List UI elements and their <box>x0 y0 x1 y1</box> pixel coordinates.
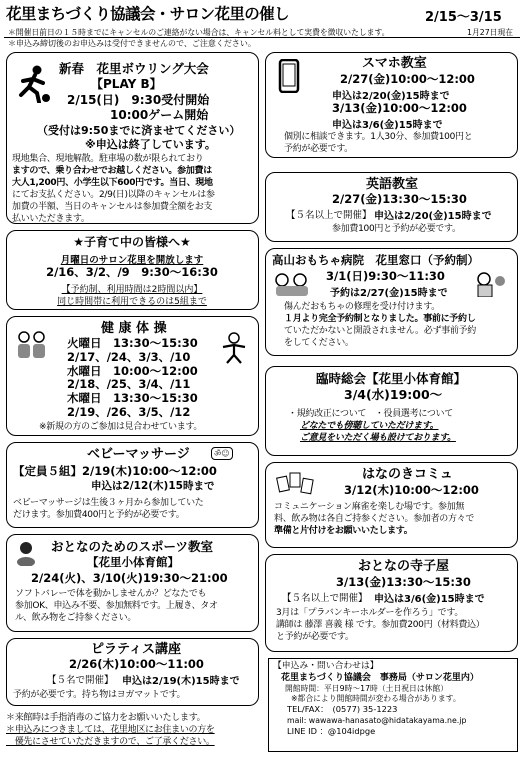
kids-title: ★子育て中の皆様へ★ <box>73 235 191 249</box>
hananoki-card <box>265 462 518 548</box>
hananoki-date: 3/12(木)10:00～12:00 <box>344 483 479 497</box>
contact-mail[interactable]: mail: wawawa-hanasato@hidatakayama.ne.jp <box>287 716 467 725</box>
contact-box <box>268 658 518 752</box>
contact-heading: 【申込み・問い合わせは】 <box>273 661 379 671</box>
pilates-card <box>6 638 259 706</box>
smartphone-title: スマホ教室 <box>362 56 427 71</box>
cancel-note: ＊開催日前日の１５時までにキャンセルのご連絡がない場合は、キャンセル料として実費を徴収いたします。 <box>8 28 390 37</box>
english-deadline: 申込は2/20(金)15時まで <box>374 211 492 222</box>
hand-icon: ॐ☺ <box>211 447 233 460</box>
bowling-title: 新春 花里ボウリング大会 <box>59 61 209 76</box>
smartphone-deadline-1: 申込は2/20(金)15時まで <box>332 91 450 102</box>
kids-note: 【予約制、利用時間は2時間以内】 <box>61 285 203 295</box>
meeting-description: ・規約改正について ・役員選考について どなたでも傍聴していただけます。 ご意見をいただく場も設けております。 <box>288 409 456 443</box>
baby-date: 【定員５組】2/19(木)10:00～12:00 <box>13 464 217 478</box>
english-date: 2/27(金)13:30～15:30 <box>332 192 467 206</box>
toy-title: 高山おもちゃ病院 花里窓口（予約制） <box>272 253 479 267</box>
meeting-title: 臨時総会【花里小体育館】 <box>316 371 467 386</box>
smartphone-date-1: 2/27(金)10:00～12:00 <box>340 72 475 86</box>
health-schedule: 火曜日 13:30～15:30 2/17、/24、3/3、/10 水曜日 10:00～12:00 2/18、/25、3/4、/11 木曜日 13:30～15:30 2/19、/26、3/5、/12 <box>67 336 198 419</box>
smartphone-description: 個別に相談できます。1人30分、参加費100円と 予約が必要です。 <box>284 132 473 154</box>
mahjong-icon <box>276 469 314 499</box>
smartphone-icon <box>278 59 300 93</box>
contact-org: 花里まちづくり協議会 事務局（サロン花里内） <box>281 673 479 683</box>
temple-deadline: 申込は3/6(金)15時まで <box>374 594 485 605</box>
sports-card <box>6 534 259 632</box>
kids-limit: 同じ時間帯に利用できるのは5組まで <box>57 297 207 307</box>
temple-title: おとなの寺子屋 <box>358 559 450 574</box>
baby-title: ベビーマッサージ <box>87 447 190 462</box>
toy-icon <box>272 271 312 297</box>
contact-line: LINE ID ：@104idpge <box>287 726 376 736</box>
sports-venue: 【花里小体育館】 <box>87 555 179 569</box>
smartphone-card <box>265 52 518 158</box>
bowling-reception: （受付は9:50までに済ませてください） <box>37 124 241 137</box>
smartphone-deadline-2: 申込は3/6(金)15時まで <box>332 120 443 131</box>
bowling-description: 現地集合、現地解散。駐車場の数が限られており ますので、乗り合わせでお越しください。参加費は 大人1,200円、小学生以下600円です。当日、現地 にてお支払ください。2/9(日)以降のキャンセルは参 加費の半額、当日のキャンセルは参加費全額をお支 払いいただきます。 <box>12 154 215 224</box>
exercise-icon <box>217 331 251 365</box>
page-title: 花里まちづくり協議会・サロン花里の催し <box>6 5 289 23</box>
bowling-venue: 【PLAY B】 <box>91 77 162 91</box>
meeting-card <box>265 366 518 456</box>
bowling-start: 10:00ゲーム開始 <box>110 108 209 122</box>
doctor-icon <box>472 271 512 297</box>
bowling-card <box>6 52 259 224</box>
kids-card <box>6 230 259 310</box>
pilates-description: 予約が必要です。持ち物はヨガマットです。 <box>13 690 186 700</box>
period: 2/15～3/15 <box>425 10 502 25</box>
meeting-date: 3/4(水)19:00～ <box>344 387 443 402</box>
english-description: 参加費100円と予約が必要です。 <box>332 224 461 234</box>
temple-capacity: 【５名以上で開催】 <box>282 593 368 604</box>
sports-date: 2/24(火)、3/10(火)19:30～21:00 <box>31 571 228 585</box>
temple-date: 3/13(金)13:30～15:30 <box>336 575 471 589</box>
baby-deadline: 申込は2/12(木)15時まで <box>91 480 215 492</box>
bowling-closed: ※申込は終了しています。 <box>85 138 216 151</box>
exercise-icon <box>13 329 49 365</box>
health-card <box>6 316 259 436</box>
toy-date: 3/1(日)9:30～11:30 <box>326 269 445 283</box>
pilates-capacity: 【５名で開催】 <box>47 675 114 686</box>
english-title: 英語教室 <box>366 177 419 192</box>
baby-description: ベビーマッサージは生後３ヶ月から参加していた だけます。参加費400円と予約が必要です。 <box>13 498 204 520</box>
kids-subtitle: 月曜日のサロン花里を開放します <box>60 255 204 266</box>
toy-deadline: 予約は2/27(金)15時まで <box>330 288 448 299</box>
as-of-date: 1月27日現在 <box>467 28 514 37</box>
bowling-date: 2/15(日) 9:30受付開始 <box>67 93 210 107</box>
sports-description: ソフトバレーで体を動かしませんか？どなたでも 参加OK、申込み不要、参加無料です。上履き、タオ ル、飲み物をご持参ください。 <box>15 589 218 623</box>
sports-title: おとなのためのスポーツ教室 <box>51 539 214 554</box>
temple-card <box>265 554 518 652</box>
pilates-title: ピラティス講座 <box>91 642 181 657</box>
contact-note: ※都合により開館時間が変わる場合があります。 <box>291 694 461 703</box>
hananoki-description: コミュニケーション麻雀を楽しむ場です。参加無 料、飲み物は各自ご持参ください。参加者の方々で 準備と片付けをお願いいたします。 <box>274 502 475 536</box>
health-title: 健 康 体 操 <box>101 321 167 336</box>
english-card <box>265 172 518 242</box>
pilates-deadline: 申込は2/19(木)15時まで <box>122 676 240 687</box>
pilates-date: 2/26(木)10:00～11:00 <box>69 657 204 671</box>
temple-description: 3月は「プラバンキーホルダーを作ろう」です。 講師は 藤澤 喜義 様 です。参加費200円（材料費込） と予約が必要です。 <box>276 608 485 642</box>
smartphone-date-2: 3/13(金)10:00～12:00 <box>332 101 467 115</box>
toy-hospital-card <box>265 248 518 356</box>
contact-tel: TEL/FAX： (0577) 35-1223 <box>287 704 398 714</box>
contact-hours: 開館時間：平日9時～17時（土日祝日は休館） <box>285 684 449 693</box>
bowling-icon <box>15 65 51 103</box>
person-icon <box>13 540 39 566</box>
english-capacity: 【５名以上で開催】 <box>286 210 372 221</box>
health-note: ※新規の方のご参加は見合わせています。 <box>39 422 203 432</box>
footer-notes: ＊来館時は手指消毒のご協力をお願いいたします。 ＊申込みにつきましては、花里地区にお住まいの方を 優先にさせていただきますので、ご了承ください。 <box>6 713 215 747</box>
deadline-note: ＊申込み締切後のお申込みは受付できませんので、ご注意ください。 <box>8 39 256 48</box>
kids-dates: 2/16、3/2、/9 9:30～16:30 <box>46 265 218 279</box>
toy-description: 傷んだおもちゃの修理を受け付けます。 １月より完全予約制となりました。事前に予約し ていただかないと開設されません。必ず事前予約 をしてください。 <box>284 302 476 348</box>
hananoki-title: はなのきコミュ <box>362 467 453 482</box>
baby-card <box>6 442 259 528</box>
